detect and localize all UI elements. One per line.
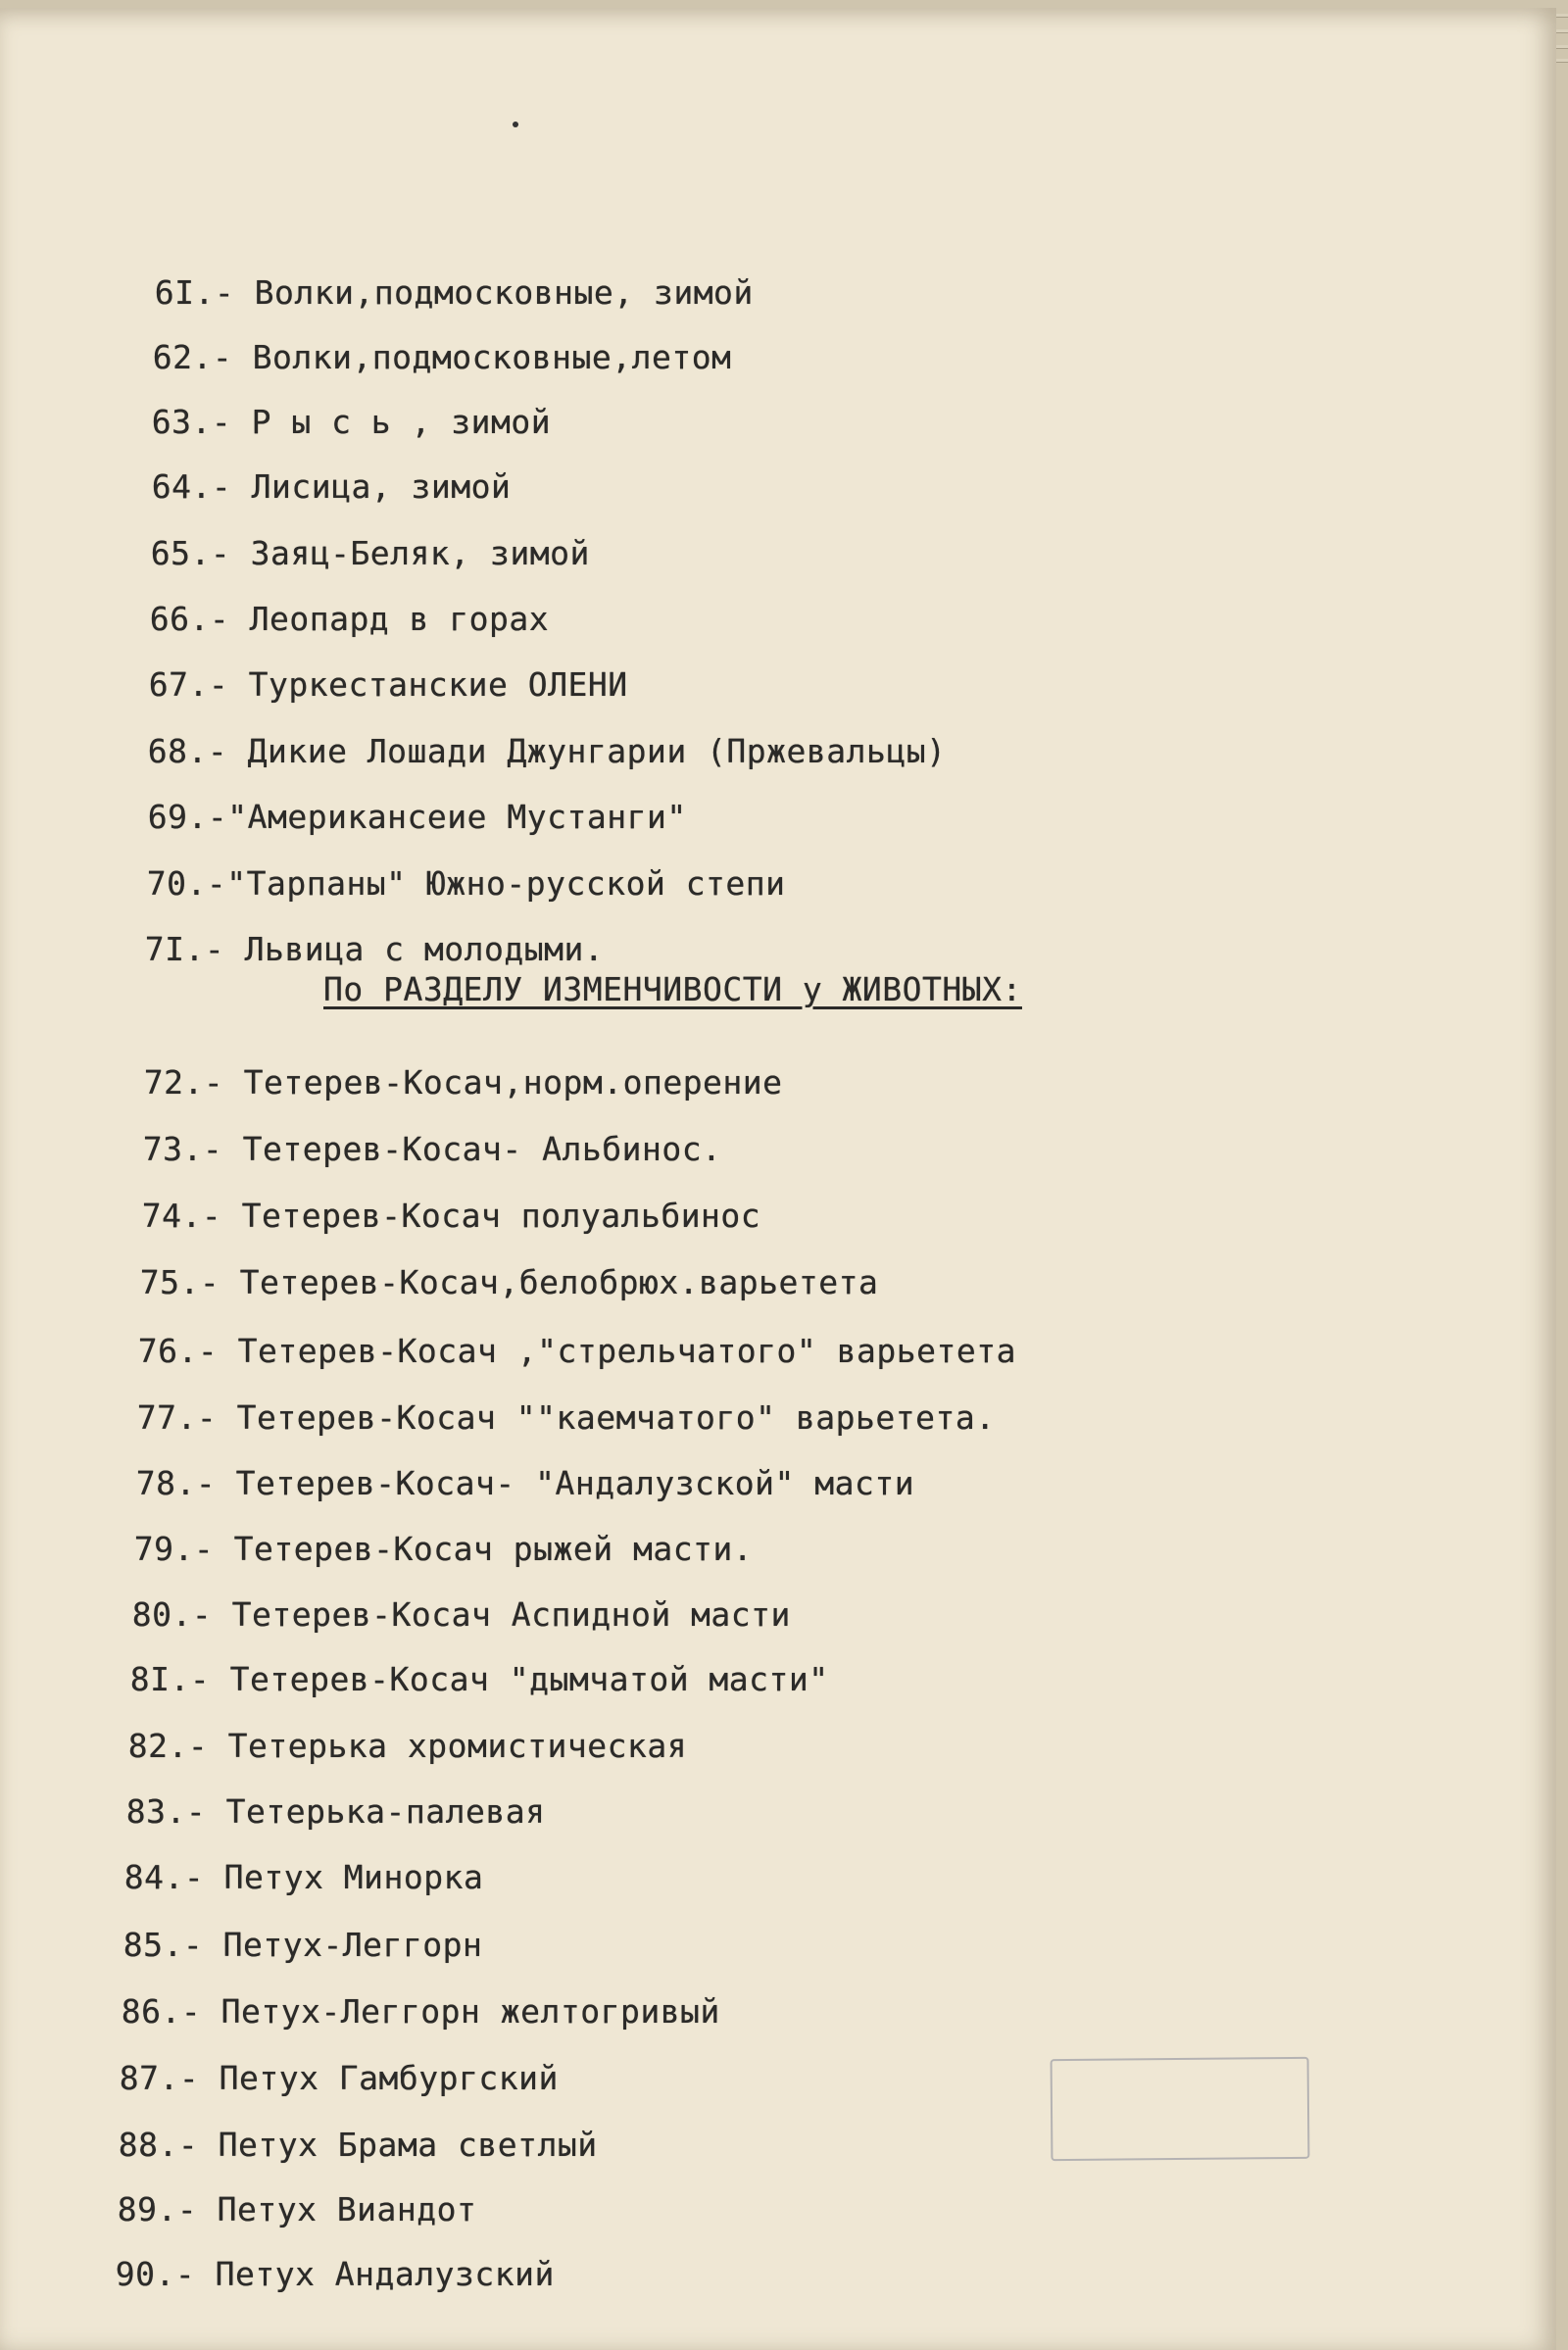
- item-number: 77.-: [136, 1398, 218, 1437]
- item-number: 76.-: [137, 1332, 219, 1370]
- list-item: [81, 1954, 720, 2031]
- item-text: Львица с молодыми.: [224, 930, 605, 968]
- item-number: 72.-: [143, 1063, 224, 1102]
- item-number: 62.-: [152, 338, 233, 376]
- item-text: Тетерька-палевая: [206, 1792, 546, 1831]
- item-text: Тетерев-Косач- "Андалузской" масти: [216, 1464, 915, 1502]
- item-text: Заяц-Беляк, зимой: [230, 534, 590, 572]
- item-number: 75.-: [139, 1263, 220, 1301]
- list-item: [90, 1622, 829, 1698]
- item-text: Волки,подмосковные,летом: [232, 338, 732, 376]
- item-text: "Тарпаны" Южно-русской степи: [226, 864, 786, 903]
- list-item: [112, 429, 511, 506]
- item-text: Тетерев-Косач,норм.оперение: [223, 1063, 783, 1102]
- list-item: [84, 1820, 483, 1896]
- list-item: [98, 1294, 1016, 1370]
- item-number: 83.-: [125, 1792, 207, 1831]
- item-number: 69.-: [147, 798, 228, 836]
- item-number: 8I.-: [129, 1660, 211, 1698]
- list-item: [108, 759, 687, 836]
- ink-dot: [513, 122, 518, 127]
- item-number: 65.-: [150, 534, 231, 572]
- item-number: 64.-: [151, 467, 232, 506]
- item-number: 67.-: [148, 665, 229, 704]
- item-number: 80.-: [131, 1595, 213, 1634]
- item-number: 74.-: [141, 1197, 222, 1235]
- item-number: 78.-: [135, 1464, 217, 1502]
- item-text: Лисица, зимой: [231, 467, 512, 506]
- item-number: 90.-: [115, 2255, 196, 2293]
- list-item: [103, 1092, 721, 1168]
- item-number: 88.-: [118, 2126, 199, 2164]
- section-heading: По РАЗДЕЛУ ИЗМЕНЧИВОСТИ у ЖИВОТНЫХ:: [323, 970, 1022, 1008]
- item-number: 79.-: [133, 1530, 215, 1568]
- list-item: [100, 1225, 878, 1301]
- item-text: Петух Андалузский: [195, 2255, 555, 2293]
- list-item: [83, 1887, 482, 1964]
- item-text: Тетерев-Косач Аспидной масти: [212, 1595, 791, 1634]
- list-item: [109, 627, 628, 704]
- list-item: [75, 2217, 555, 2293]
- item-text: Дикие Лошади Джунгарии (Пржевальцы): [227, 732, 947, 770]
- item-text: Петух Виандот: [197, 2190, 477, 2228]
- item-text: Тетерев-Косач рыжей масти.: [214, 1530, 754, 1568]
- item-text: Тетерев-Косач полуальбинос: [221, 1197, 761, 1235]
- item-number: 82.-: [127, 1727, 209, 1765]
- item-text: Петух-Леггорн желтогривый: [201, 1992, 720, 2031]
- item-number: 89.-: [117, 2190, 198, 2228]
- item-text: Тетерев-Косач- Альбинос.: [222, 1130, 722, 1168]
- item-text: "Американсеие Мустанги": [227, 798, 687, 836]
- item-number: 86.-: [121, 1992, 202, 2031]
- archive-stamp: [1051, 2057, 1310, 2161]
- item-number: 84.-: [123, 1858, 205, 1896]
- item-text: Тетерев-Косач ""каемчатого" варьетета.: [217, 1398, 996, 1437]
- item-text: Тетерька хромистическая: [208, 1727, 688, 1765]
- item-number: 7I.-: [144, 930, 225, 968]
- list-item: [105, 892, 604, 968]
- item-number: 68.-: [147, 732, 228, 770]
- item-text: Петух Гамбургский: [199, 2059, 559, 2097]
- item-number: 85.-: [122, 1926, 204, 1964]
- item-number: 6I.-: [154, 273, 235, 312]
- item-text: Тетерев-Косач ,"стрельчатого" варьетета: [218, 1332, 1016, 1370]
- item-number: 73.-: [142, 1130, 223, 1168]
- list-item: [104, 1025, 783, 1102]
- list-item: [102, 1158, 760, 1235]
- item-text: Петух Брама светлый: [198, 2126, 598, 2164]
- item-number: 87.-: [119, 2059, 200, 2097]
- item-text: Волки,подмосковные, зимой: [234, 273, 754, 312]
- item-text: Тетерев-Косач,белобрюх.варьетета: [220, 1263, 879, 1301]
- item-text: Леопард в горах: [229, 600, 550, 638]
- item-text: Туркестанские ОЛЕНИ: [228, 665, 628, 704]
- item-text: Тетерев-Косач "дымчатой масти": [210, 1660, 829, 1698]
- list-item: [79, 2021, 559, 2097]
- item-text: Петух Минорка: [204, 1858, 484, 1896]
- item-number: 70.-: [146, 864, 227, 903]
- item-number: 66.-: [149, 600, 230, 638]
- item-text: Петух-Леггорн: [203, 1926, 483, 1964]
- item-text: Р ы с ь , зимой: [231, 403, 552, 441]
- item-number: 63.-: [151, 403, 232, 441]
